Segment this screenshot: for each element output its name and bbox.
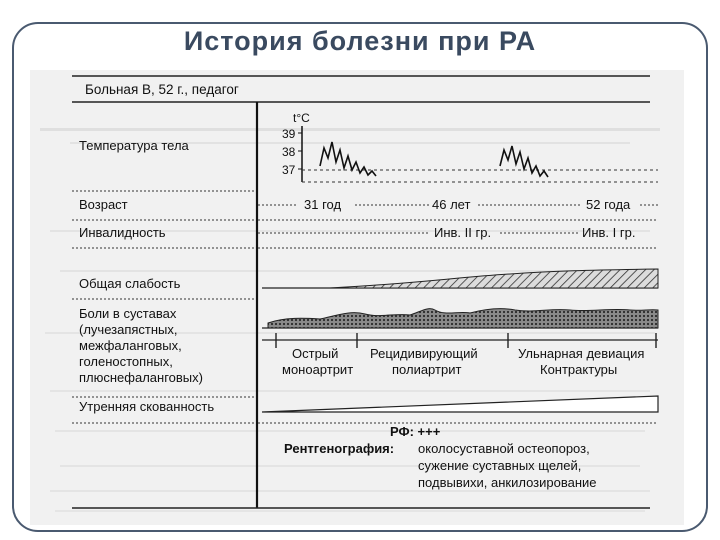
xray-finding-2: сужение суставных щелей, [418, 458, 582, 473]
age-31: 31 год [304, 197, 342, 212]
row-label-joint-pain: Боли в суставах [79, 306, 177, 321]
stage-1-line2: моноартрит [282, 362, 354, 377]
row-label-joint-1: (лучезапястных, [79, 322, 178, 337]
scanned-figure [30, 70, 684, 525]
xray-finding-3: подвывихи, анкилозирование [418, 475, 597, 490]
row-label-age: Возраст [79, 197, 128, 212]
disease-history-diagram [30, 70, 684, 525]
temperature-curve-early [320, 142, 376, 176]
row-label-joint-3: голеностопных, [79, 354, 173, 369]
stage-1-line1: Острый [292, 346, 339, 361]
xray-label: Рентгенография: [284, 441, 395, 456]
stage-2-line2: полиартрит [392, 362, 462, 377]
rheumatoid-factor: РФ: +++ [390, 424, 441, 439]
stiffness-wedge [262, 396, 658, 412]
row-label-weakness: Общая слабость [79, 276, 181, 291]
row-label-joint-2: межфаланговых, [79, 338, 182, 353]
xray-finding-1: околосуставной остеопороз, [418, 441, 590, 456]
age-52: 52 года [586, 197, 631, 212]
disability-group-1: Инв. I гр. [582, 225, 636, 240]
temperature-tick-39: 39 [282, 127, 296, 141]
temperature-axis-unit: t°C [293, 111, 310, 125]
stage-3-line2: Контрактуры [540, 362, 618, 377]
slide-title: История болезни при РА [183, 26, 537, 56]
temperature-curve-late [500, 146, 548, 177]
age-46: 46 лет [432, 197, 471, 212]
stage-2-line1: Рецидивирующий [370, 346, 478, 361]
joint-pain-band [268, 309, 658, 328]
stage-3-line1: Ульнарная девиация [518, 346, 645, 361]
disability-group-2: Инв. II гр. [434, 225, 492, 240]
row-label-stiffness: Утренняя скованность [79, 399, 215, 414]
row-label-joint-4: плюснефаланговых) [79, 370, 203, 385]
patient-caption: Больная В, 52 г., педагог [85, 82, 239, 97]
temperature-tick-37: 37 [282, 163, 296, 177]
row-label-disability: Инвалидность [79, 225, 166, 240]
temperature-tick-38: 38 [282, 145, 296, 159]
row-label-temperature: Температура тела [79, 138, 189, 153]
